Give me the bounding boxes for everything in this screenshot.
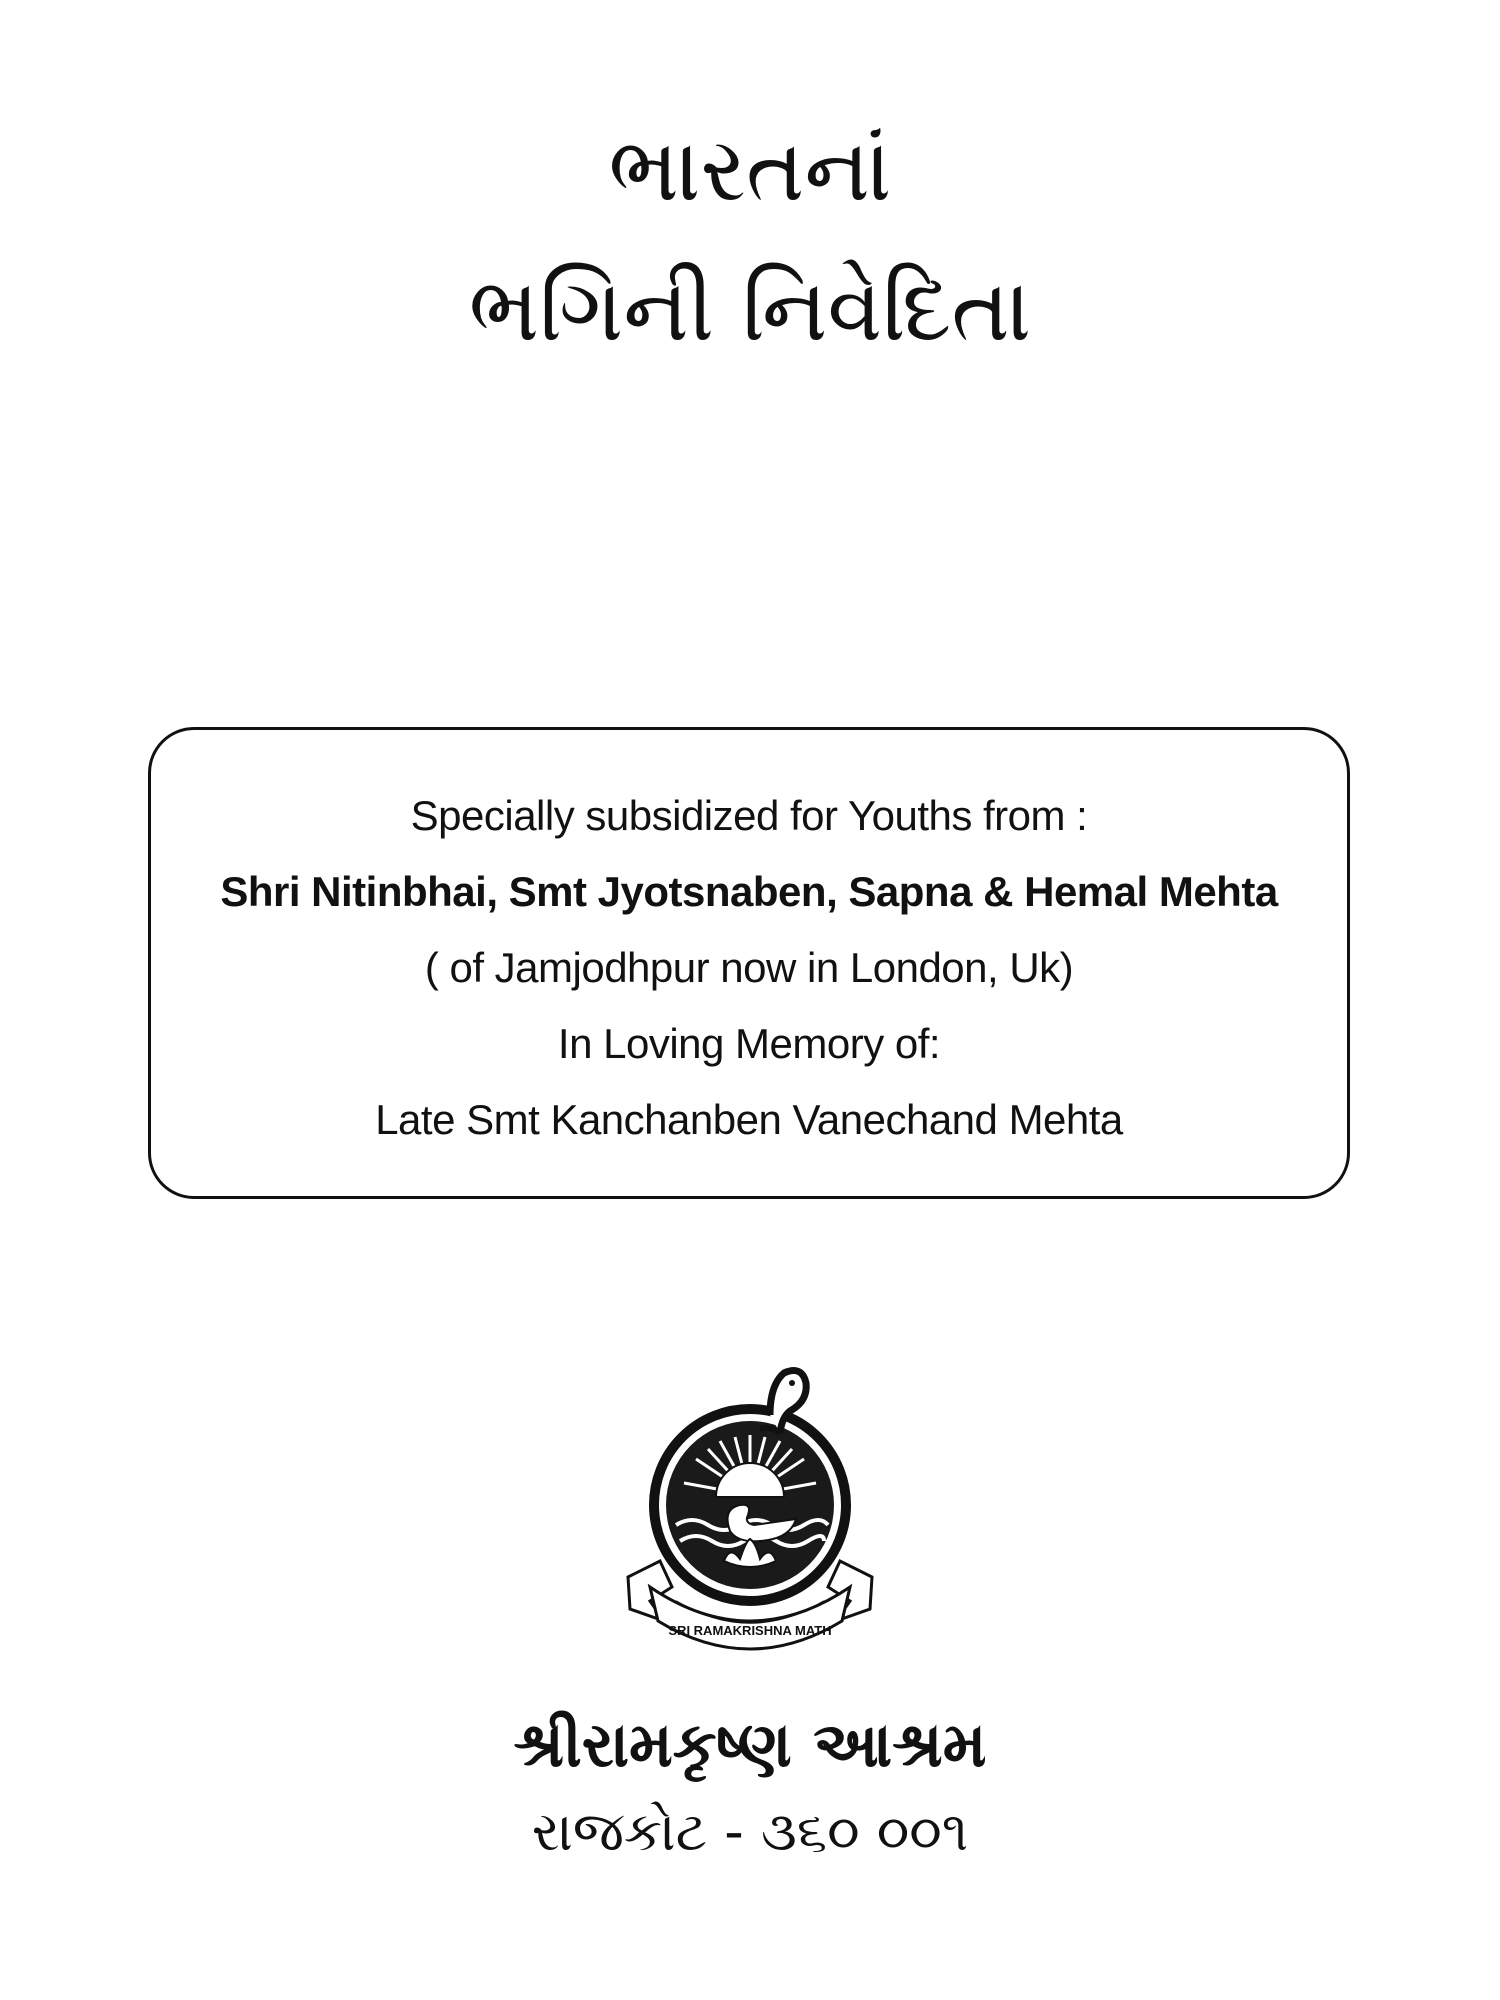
emblem-ribbon-text: SRI RAMAKRISHNA MATH	[668, 1623, 832, 1638]
book-title	[0, 100, 1500, 380]
publisher-address: રાજકોટ - ૩૬૦ ૦૦૧	[531, 1800, 969, 1863]
title-line-1: ભારતનાં	[608, 118, 892, 221]
sponsor-box	[148, 727, 1350, 1199]
memorial-name: Late Smt Kanchanben Vanechand Mehta	[375, 1096, 1123, 1143]
publisher-name: શ્રીરામકૃષ્ણ આશ્રમ	[513, 1708, 987, 1781]
title-line-2: ભગિની નિવેદિતા	[468, 258, 1032, 361]
ramakrishna-math-emblem-icon	[620, 1355, 880, 1665]
sponsor-origin: ( of Jamjodhpur now in London, Uk)	[424, 944, 1074, 991]
sponsor-names: Shri Nitinbhai, Smt Jyotsnaben, Sapna & Hemal Mehta	[220, 868, 1278, 915]
memory-heading: In Loving Memory of:	[557, 1020, 941, 1067]
sponsor-intro: Specially subsidized for Youths from :	[410, 792, 1088, 839]
